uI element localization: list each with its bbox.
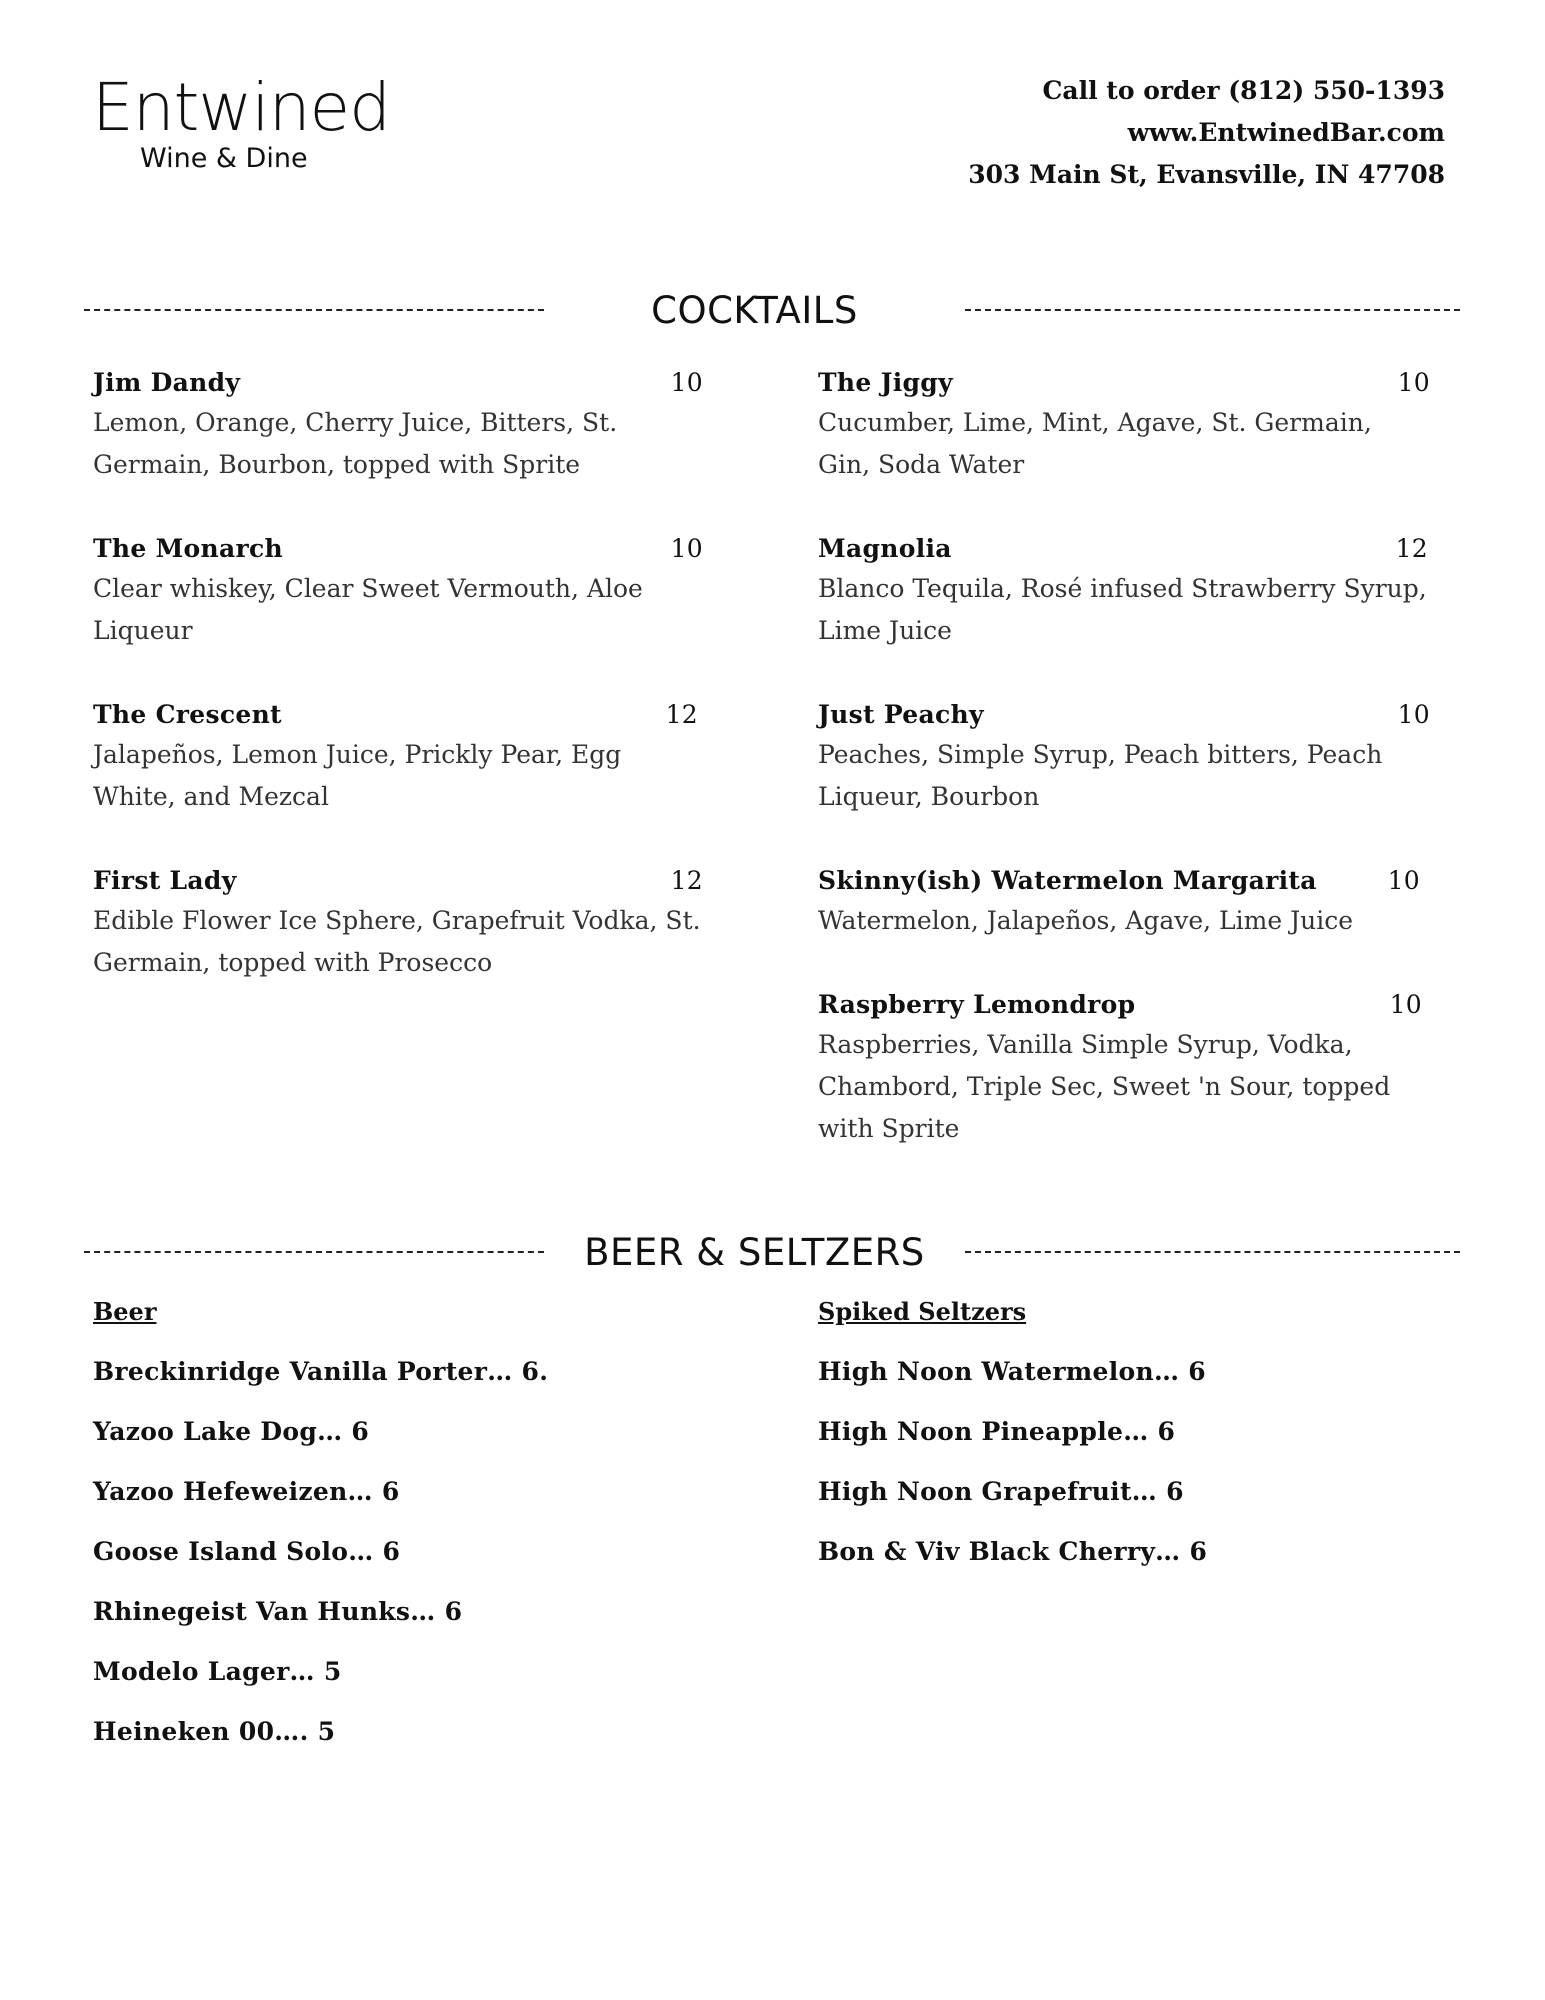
seltzer-item: High Noon Pineapple… 6 [818, 1417, 1176, 1446]
cocktail-header [93, 532, 703, 566]
cocktail-price: 10 [670, 368, 703, 397]
seltzer-item: High Noon Grapefruit… 6 [818, 1477, 1184, 1506]
cocktail-name: The Monarch [93, 534, 283, 563]
cocktail-description: Cucumber, Lime, Mint, Agave, St. Germain, Gin, Soda Water [818, 408, 1372, 479]
cocktail-name: Just Peachy [818, 700, 984, 729]
cocktail-name: Raspberry Lemondrop [818, 990, 1136, 1019]
cocktails-title: COCKTAILS [651, 288, 858, 332]
cocktail-description: Watermelon, Jalapeños, Agave, Lime Juice [818, 906, 1353, 935]
cocktail-description: Peaches, Simple Syrup, Peach bitters, Peach Liqueur, Bourbon [818, 740, 1383, 811]
cocktail-name: First Lady [93, 866, 237, 895]
cocktail-item [818, 532, 1428, 652]
divider-right [965, 1251, 1460, 1253]
contact-block [968, 70, 1445, 196]
cocktail-price: 10 [1389, 990, 1422, 1019]
cocktail-header [818, 988, 1422, 1022]
cocktail-item [818, 698, 1430, 818]
cocktail-description: Raspberries, Vanilla Simple Syrup, Vodka, Chambord, Triple Sec, Sweet 'n Sour, topped with Sprite [818, 1030, 1391, 1143]
cocktail-item [93, 532, 703, 652]
cocktail-header [818, 864, 1420, 898]
cocktail-description: Jalapeños, Lemon Juice, Prickly Pear, Egg White, and Mezcal [93, 740, 622, 811]
beer-item: Goose Island Solo… 6 [93, 1537, 401, 1566]
seltzer-item: High Noon Watermelon… 6 [818, 1357, 1206, 1386]
cocktail-header [818, 366, 1430, 400]
cocktail-description: Blanco Tequila, Rosé infused Strawberry Syrup, Lime Juice [818, 574, 1427, 645]
brand-logo [92, 69, 412, 174]
cocktail-item [93, 366, 703, 486]
cocktails-header [84, 280, 1460, 340]
beer-seltzers-title: BEER & SELTZERS [584, 1230, 925, 1274]
cocktail-header [93, 698, 698, 732]
cocktail-item [93, 864, 703, 984]
cocktail-item [818, 988, 1422, 1150]
seltzers-heading: Spiked Seltzers [818, 1297, 1027, 1326]
beer-item: Rhinegeist Van Hunks… 6 [93, 1597, 463, 1626]
cocktail-header [818, 698, 1430, 732]
cocktail-price: 10 [1397, 368, 1430, 397]
beer-item: Breckinridge Vanilla Porter… 6. [93, 1357, 549, 1386]
cocktail-name: The Crescent [93, 700, 282, 729]
beer-item: Modelo Lager… 5 [93, 1657, 342, 1686]
contact-address: 303 Main St, Evansville, IN 47708 [968, 160, 1445, 189]
cocktail-item [818, 366, 1430, 486]
cocktail-price: 10 [1397, 700, 1430, 729]
beer-item: Heineken 00…. 5 [93, 1717, 336, 1746]
beer-seltzers-header [84, 1222, 1460, 1282]
beer-item: Yazoo Hefeweizen… 6 [93, 1477, 400, 1506]
cocktail-description: Clear whiskey, Clear Sweet Vermouth, Aloe Liqueur [93, 574, 643, 645]
beer-heading: Beer [93, 1297, 157, 1326]
cocktail-name: Jim Dandy [93, 368, 241, 397]
cocktail-price: 10 [670, 534, 703, 563]
brand-name: Entwined [92, 69, 391, 146]
divider-left [84, 1251, 544, 1253]
cocktail-header [818, 532, 1428, 566]
contact-website: www.EntwinedBar.com [1127, 118, 1445, 147]
seltzer-item: Bon & Viv Black Cherry… 6 [818, 1537, 1208, 1566]
cocktail-price: 12 [1395, 534, 1428, 563]
beer-item: Yazoo Lake Dog… 6 [93, 1417, 370, 1446]
cocktail-description: Edible Flower Ice Sphere, Grapefruit Vodka, St. Germain, topped with Prosecco [93, 906, 701, 977]
cocktail-name: Skinny(ish) Watermelon Margarita [818, 866, 1317, 895]
contact-phone: Call to order (812) 550-1393 [1042, 76, 1445, 105]
cocktail-price: 12 [665, 700, 698, 729]
cocktail-price: 10 [1387, 866, 1420, 895]
cocktail-price: 12 [670, 866, 703, 895]
divider-left [84, 309, 544, 311]
cocktail-name: The Jiggy [818, 368, 953, 397]
cocktail-header [93, 366, 703, 400]
cocktail-item [818, 864, 1420, 942]
cocktail-description: Lemon, Orange, Cherry Juice, Bitters, St. Germain, Bourbon, topped with Sprite [93, 408, 618, 479]
cocktail-header [93, 864, 703, 898]
brand-tagline: Wine & Dine [140, 143, 308, 174]
cocktail-item [93, 698, 703, 818]
divider-right [965, 309, 1460, 311]
cocktail-name: Magnolia [818, 534, 952, 563]
